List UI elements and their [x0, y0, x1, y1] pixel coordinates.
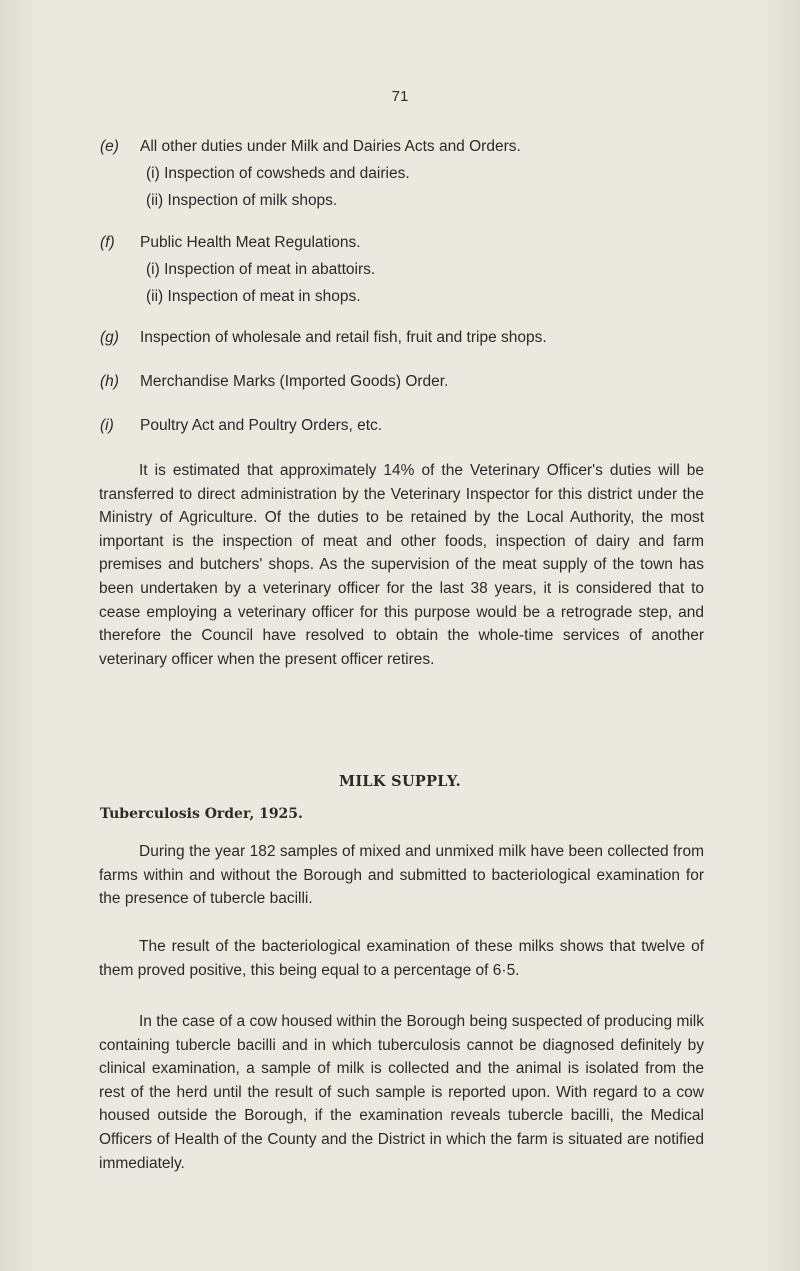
- list-item-e: [100, 133, 740, 214]
- list-item-h: [100, 368, 740, 395]
- paragraph-samples: During the year 182 samples of mixed and unmixed milk have been collected from farms within and without the Borough and submitted to bacteriological examination for the presence of tubercle bacilli.: [99, 843, 704, 908]
- item-letter: (f): [100, 234, 115, 251]
- paragraph-procedure: In the case of a cow housed within the Borough being suspected of producing milk containing tubercle bacilli and in which tuberculosis cannot be diagnosed definitely by clinical examination, a sample of milk is collected and the animal is isolated from the rest of the herd until the result of such sample is reported upon. With regard to a cow housed outside the Borough, if the examination reveals tubercle bacilli, the Medical Officers of Health of the County and the District in which the farm is situated are notified immediately.: [99, 1013, 704, 1172]
- paragraph-results: The result of the bacteriological examination of these milks shows that twelve of them proved positive, this being equal to a percentage of 6·5.: [99, 938, 704, 979]
- section-heading: MILK SUPPLY.: [339, 773, 461, 790]
- item-sub: (ii) Inspection of meat in shops.: [146, 288, 361, 305]
- item-letter: (e): [100, 138, 119, 155]
- subheading: Tuberculosis Order, 1925.: [100, 806, 303, 822]
- item-sub: (i) Inspection of meat in abattoirs.: [146, 261, 376, 278]
- item-sub: (i) Inspection of cowsheds and dairies.: [146, 165, 410, 182]
- item-sub: (ii) Inspection of milk shops.: [146, 192, 338, 209]
- item-letter: (g): [100, 329, 119, 346]
- list-item-i: [100, 412, 740, 439]
- item-title: Inspection of wholesale and retail fish, fruit and tripe shops.: [140, 329, 547, 346]
- page-number: 71: [391, 88, 409, 105]
- item-letter: (i): [100, 417, 114, 434]
- item-title: Public Health Meat Regulations.: [140, 234, 361, 251]
- item-title: All other duties under Milk and Dairies Acts and Orders.: [140, 138, 521, 155]
- item-title: Poultry Act and Poultry Orders, etc.: [140, 417, 383, 434]
- paragraph-veterinary-duties: It is estimated that approximately 14% of the Veterinary Officer's duties will be transferred to direct administration by the Veterinary Inspector for this district under the Ministry of Agriculture. Of the duties to be retained by the Local Authority, the most important is the inspection of meat and other foods, inspection of dairy and farm premises and butchers' shops. As the supervision of the meat supply of the town has been undertaken by a veterinary officer for the last 38 years, it is considered that to cease employing a veterinary officer for this purpose would be a retrograde step, and therefore the Council have resolved to obtain the whole-time services of another veterinary officer when the present officer retires.: [99, 462, 704, 668]
- list-item-g: [100, 324, 740, 351]
- item-letter: (h): [100, 373, 119, 390]
- item-title: Merchandise Marks (Imported Goods) Order.: [140, 373, 449, 390]
- list-item-f: [100, 229, 740, 310]
